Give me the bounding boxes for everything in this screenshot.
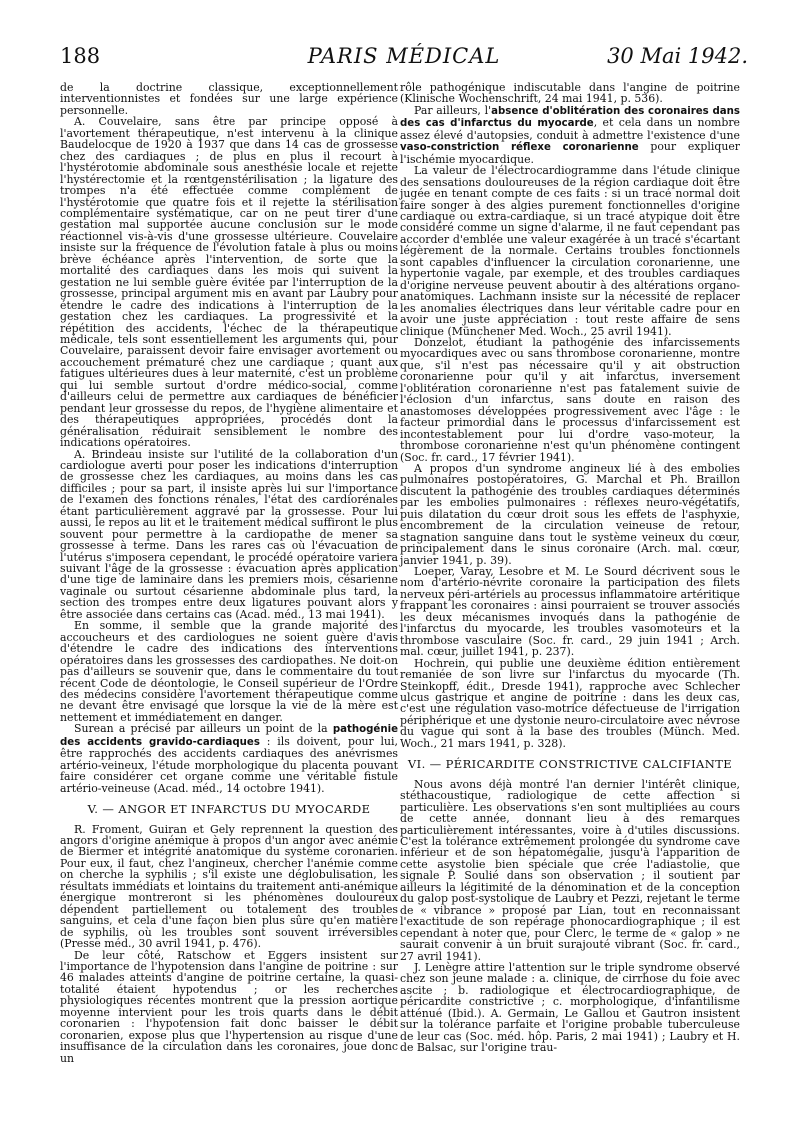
paragraph: Nous avons déjà montré l'an dernier l'intérêt clinique, stéthacoustique, radiologique de cette affection si particulière. Les observations s'en sont multipliées au cours de cette année, donnant lieu à des remarques particulièrement intéressantes, voire à d'utiles discussions. C'est la tolérance extrêmement prolongée du syndrome cave inférieur et de son hépatomégalie, jusqu'à l'apparition de cette asystolie bien spéciale que crée l'adiastolie, que signale P. Soulié dans son observation ; il soutient par ailleurs la légitimité de la dénomination et de la conception du galop post-systolique de Laubry et Pezzi, rejetant le terme de « vibrance » proposé par Lian, tout en reconnaissant l'exactitude de son repérage phonocardiographique ; il est cependant à noter que, pour Clerc, le terme de « galop » ne saurait convenir à un bruit surajouté vibrant (Soc. fr. card., 27 avril 1941). xyxy=(400,777,740,963)
paragraph: Loeper, Varay, Lesobre et M. Le Sourd décrivent sous le nom d'artério-névrite coronaire la participation des filets nerveux péri-artériels au processus inflammatoire artéritique frappant les coronaires : ainsi pourraient se trouver associés les deux mécanismes invoqués dans la pathogénie de l'infarctus du myocarde, les troubles vasomoteurs et la thrombose vasculaire (Soc. fr. card., 29 juin 1941 ; Arch. mal. cœur, juillet 1941, p. 237). xyxy=(400,565,740,659)
paragraph: de la doctrine classique, exceptionnellement interventionnistes et fondées sur une large expérience personnelle. xyxy=(60,81,398,117)
paragraph: De leur côté, Ratschow et Eggers insistent sur l'importance de l'hypotension dans l'angine de poitrine : sur 46 malades atteints d'angine de poitrine certaine, la quasi-totalité étaient hypotendus ; or les recherches physiologiques récentes montrent que la pression aortique moyenne intervient pour les trois quarts dans le débit coronarien : l'hypotension fait donc baisser le débit coronarien, expose plus que l'hypertension au risque d'une insuffisance de la circulation dans les coronaires, joue donc un xyxy=(60,948,398,1065)
paragraph: Donzelot, étudiant la pathogénie des infarcissements myocardiques avec ou sans thrombose coronarienne, montre que, s'il n'est pas nécessaire qu'il y ait obstruction coronarienne pour qu'il y ait infarctus, inversement l'oblitération coronarienne n'est pas fatalement suivie de l'éclosion d'un infarctus, sans doute en raison des anastomoses développées progressivement avec l'âge : le facteur primordial dans le processus d'infarcissement est incontestablement pour lui d'ordre vaso-moteur, la thrombose coronarienne n'est qu'un phénomène contingent (Soc. fr. card., 17 février 1941). xyxy=(400,335,740,464)
bold-term: pathogénie des accidents gravido-cardiaques xyxy=(60,724,398,748)
text-run: : ils doivent, pour lui, être rapprochés des accidents cardiaques des anévrismes artério-veineux, l'étude morphologique du placenta pouvant faire considérer cet organe comme une véritable fistule artério-veineuse (Acad. méd., 14 octobre 1941). xyxy=(60,734,399,795)
text-run: Surean a précisé par ailleurs un point de la xyxy=(74,722,333,736)
bold-term: absence d'oblitération des coronaires dans des cas d'infarctus du myocarde xyxy=(400,105,740,130)
paragraph: Hochrein, qui publie une deuxième édition entièrement remaniée de son livre sur l'infarctus du myocarde (Th. Steinkopff, édit., Dresde 1941), rapproche avec Schlecher ulcus gastrique et angine de poitrine : dans les deux cas, c'est une régulation vaso-motrice défectueuse de l'irrigation périphérique et une dystonie neuro-circulatoire avec névrose du vague qui sont à la base des troubles (Münch. Med. Woch., 21 mars 1941, p. 328). xyxy=(400,656,740,750)
text-run: pour expliquer l'ischémie myocardique. xyxy=(400,140,740,166)
text-run: , et cela dans un nombre assez élevé d'autopsies, conduit à admettre l'existence d'une xyxy=(400,116,740,142)
paragraph: A. Brindeau insiste sur l'utilité de la collaboration d'un cardiologue averti pour poser les indications d'interruption de grossesse chez les cardiaques, au moins dans les cas difficiles ; pour sa part, il insiste après lui sur l'importance de l'examen des fonctions rénales, l'état des cardiorénales étant particulièrement aggravé par la grossesse. Pour lui aussi, le repos au lit et le traitement médical suffiront le plus souvent pour permettre à la cardiopathe de mener sa grossesse à terme. Dans les rares cas où l'évacuation de l'utérus s'imposera cependant, le procédé opératoire variera suivant l'âge de la grossesse : évacuation après application d'une tige de laminaire dans les premiers mois, césarienne vaginale ou surtout césarienne abdominale plus tard, la section des trompes entre deux ligatures pouvant alors y être associée dans certains cas (Acad. méd., 13 mai 1941). xyxy=(60,447,398,621)
issue-date: 30 Mai 1942. xyxy=(607,44,748,68)
paragraph: A. Couvelaire, sans être par principe opposé à l'avortement thérapeutique, n'est intervenu à la clinique Baudelocque de 1920 à 1937 que dans 14 cas de grossesse chez des cardiaques ; de plus en plus il recourt à l'hystérotomie abdominale sous anesthésie locale et rejette l'hystérectomie et la rœntgenstérilisation ; la ligature des trompes n'a été effectuée comme complément de l'hystérotomie que quatre fois et il rejette la stérilisation complémentaire systématique, car on ne peut tirer d'une gestation mal supportée aucune conclusion sur le mode réactionnel vis-à-vis d'une grossesse ultérieure. Couvelaire insiste sur la fréquence de l'évolution fatale à plus ou moins brève échéance après l'intervention, de sorte que la mortalité des cardiaques dans les mois qui suivent la gestation ne lui semble guère évitée par l'interruption de la grossesse, principal argument mis en avant par Laubry pour étendre le cadre des indications à l'interruption de la gestation chez les cardiaques. La progressivité et la répétition des accidents, l'échec de la thérapeutique médicale, tels sont essentiellement les arguments qui, pour Couvelaire, paraissent devoir faire envisager avortement ou accouchement prématuré chez une cardiaque ; quant aux fatigues ultérieures dues à leur maternité, c'est un problème qui lui semble surtout d'ordre médico-social, comme d'ailleurs celui de permettre aux cardiaques de bénéficier pendant leur grossesse du repos, de l'hygiène alimentaire et des thérapeutiques appropriées, procédés dont la généralisation réduirait sensiblement le nombre des indications opératoires. xyxy=(60,115,398,450)
journal-title: PARIS MÉDICAL xyxy=(307,44,501,68)
page-header xyxy=(60,44,748,76)
paragraph: En somme, il semble que la grande majorité des accoucheurs et des cardiologues ne soient guère d'avis d'étendre le cadre des indications des interventions opératoires dans les grossesses des cardiopathes. Ne doit-on pas d'ailleurs se souvenir que, dans le commentaire du tout récent Code de déontologie, le Conseil supérieur de l'Ordre des médecins considère l'avortement thérapeutique comme ne devant être envisagé que lorsque la vie de la mère est nettement et immédiatement en danger. xyxy=(60,619,398,724)
bold-term: vaso-constriction réflexe coronarienne xyxy=(400,142,639,154)
paragraph xyxy=(400,105,740,165)
section-heading: VI. — PÉRICARDITE CONSTRICTIVE CALCIFIANTE xyxy=(407,757,733,772)
paragraph: A propos d'un syndrome angineux lié à des embolies pulmonaires postopératoires, G. Marchal et Ph. Braillon discutent la pathogénie des troubles cardiaques déterminés par les embolies pulmonaires : réflexes neuro-végétatifs, puis dilatation du cœur droit sous les effets de l'asphyxie, encombrement de la circulation veineuse de retour, stagnation sanguine dans tout le système veineux du cœur, principalement dans le sinus coronaire (Arch. mal. cœur, janvier 1941, p. 39). xyxy=(400,461,740,567)
right-column xyxy=(400,82,740,1054)
text-run: Par ailleurs, l' xyxy=(414,103,492,117)
paragraph xyxy=(60,723,398,794)
paragraph: R. Froment, Guiran et Gely reprennent la question des angors d'origine anémique à propos d'un angor avec anémie de Biermer et intégrité anatomique du système coronarien. Pour eux, il faut, chez l'angineux, chercher l'anémie comme on cherche la syphilis ; s'il existe une déglobulisation, les résultats immédiats et lointains du traitement anti-anémique énergique montreront si les phénomènes douloureux dépendent partiellement ou totalement des troubles sanguins, et cela d'une façon bien plus sûre qu'en matière de syphilis, où les troubles sont souvent irréversibles (Presse méd., 30 avril 1941, p. 476). xyxy=(60,822,398,951)
paragraph: rôle pathogénique indiscutable dans l'angine de poitrine (Klinische Wochenschrift, 24 mai 1941, p. 536). xyxy=(400,81,740,106)
paragraph: La valeur de l'électrocardiogramme dans l'étude clinique des sensations douloureuses de la région cardiaque doit être jugée en tenant compte de ces faits : si un tracé normal doit faire songer à des algies purement fonctionnelles d'origine cardiaque ou extra-cardiaque, si un tracé atypique doit être considéré comme un signe d'alarme, il ne faut cependant pas accorder d'emblée une valeur exagérée à un tracé s'écartant légèrement de la normale. Certains troubles fonctionnels sont capables d'influencer la circulation coronarienne, une hypertonie vagale, par exemple, et des troubles cardiaques d'origine nerveuse peuvent aboutir à des altérations organo-anatomiques. Lachmann insiste sur la nécessité de replacer les anomalies électriques dans leur véritable cadre pour en avoir une juste appréciation : tout reste affaire de sens clinique (Münchener Med. Woch., 25 avril 1941). xyxy=(400,164,740,338)
left-column xyxy=(60,82,398,1064)
page-number: 188 xyxy=(60,44,101,68)
section-heading: V. — ANGOR ET INFARCTUS DU MYOCARDE xyxy=(87,802,371,817)
paragraph: J. Lenègre attire l'attention sur le triple syndrome observé chez son jeune malade : a. clinique, de cirrhose du foie avec ascite ; b. radiologique et électrocardiographique, de péricardite constrictive ; c. morphologique, d'infantilisme atténué (Ibid.). A. Germain, Le Gallou et Gautron insistent sur la tolérance parfaite et l'origine probable tuberculeuse de leur cas (Soc. méd. hôp. Paris, 2 mai 1941) ; Laubry et H. de Balsac, sur l'origine trau- xyxy=(400,960,740,1055)
